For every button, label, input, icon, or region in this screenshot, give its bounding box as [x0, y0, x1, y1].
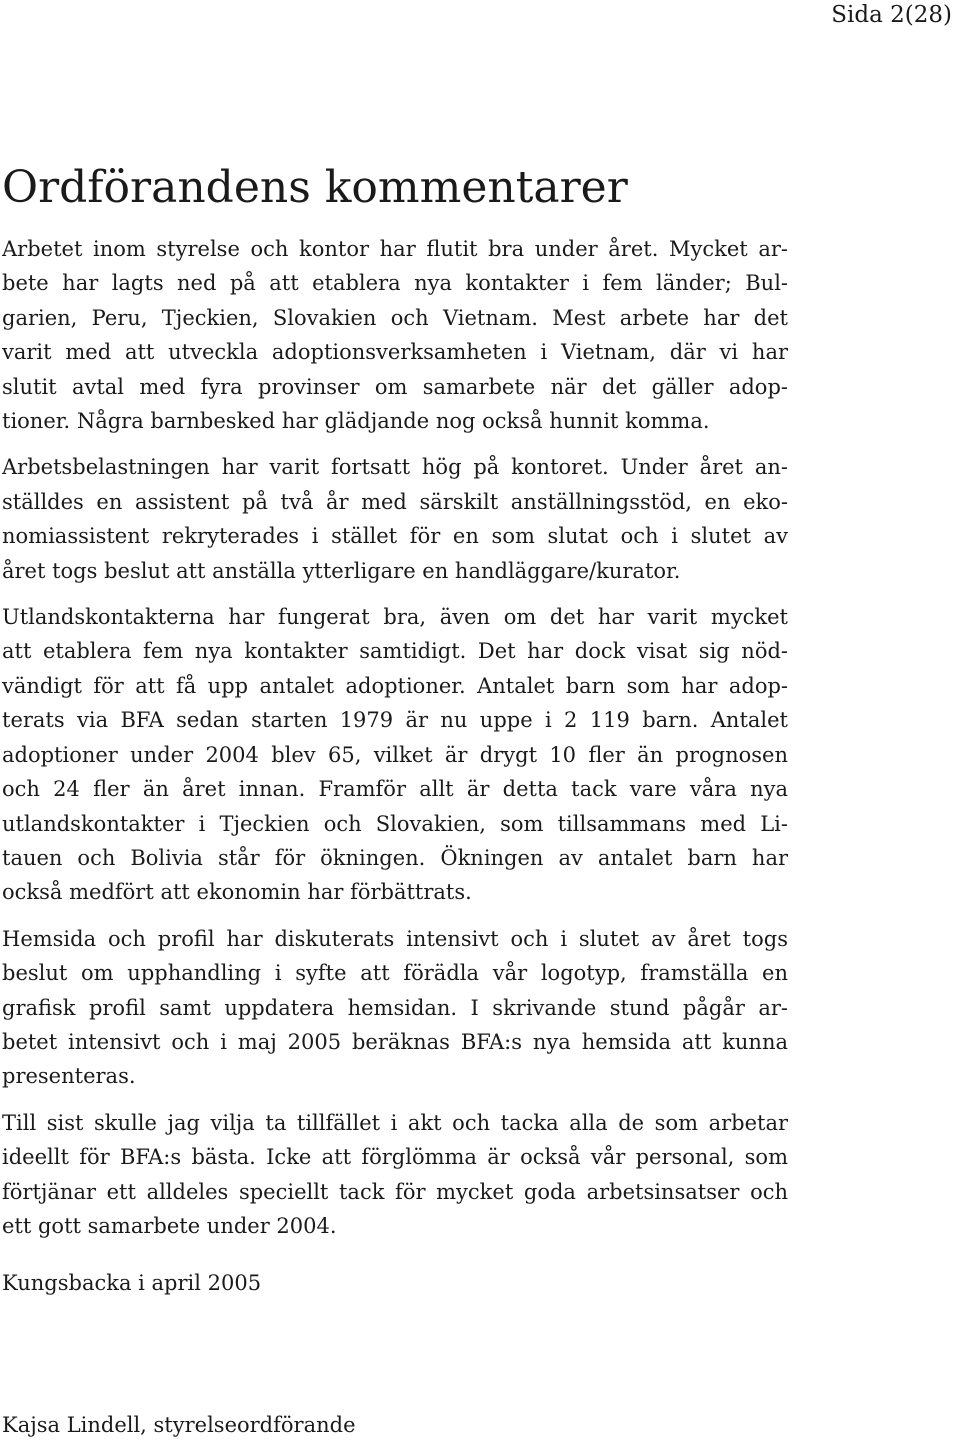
place-and-date: Kungsbacka i april 2005: [2, 1271, 262, 1295]
paragraph: [2, 450, 788, 588]
text-line: Hemsida och profil har diskuterats intensivt och i slutet av året togs: [2, 926, 788, 951]
text-line: grafisk profil samt uppdatera hemsidan. I skrivande stund pågår ar-: [2, 995, 788, 1020]
text-line: tioner. Några barnbesked har glädjande nog också hunnit komma.: [2, 409, 710, 434]
paragraph: [2, 1106, 788, 1244]
signature-line: Kajsa Lindell, styrelseordförande: [2, 1413, 356, 1437]
text-line: året togs beslut att anställa ytterligare en handläggare/kurator.: [2, 558, 681, 583]
text-line: och 24 fler än året innan. Framför allt är detta tack vare våra nya: [2, 777, 788, 802]
text-line: tauen och Bolivia står för ökningen. Ökningen av antalet barn har: [2, 845, 788, 870]
page-number: Sida 2(28): [831, 2, 952, 28]
body-text: [2, 232, 788, 1255]
text-line: varit med att utveckla adoptionsverksamheten i Vietnam, där vi har: [2, 340, 788, 365]
text-line: ställdes en assistent på två år med särskilt anställningsstöd, en eko-: [2, 489, 788, 514]
text-line: beslut om upphandling i syfte att förädla vår logotyp, framställa en: [2, 961, 788, 986]
paragraph: [2, 600, 788, 910]
text-line: Till sist skulle jag vilja ta tillfället i akt och tacka alla de som arbetar: [2, 1110, 788, 1135]
page-title: Ordförandens kommentarer: [2, 162, 628, 213]
text-line: garien, Peru, Tjeckien, Slovakien och Vietnam. Mest arbete har det: [2, 305, 788, 330]
text-line: terats via BFA sedan starten 1979 är nu uppe i 2 119 barn. Antalet: [2, 708, 788, 733]
text-line: vändigt för att få upp antalet adoptioner. Antalet barn som har adop-: [2, 673, 788, 698]
text-line: adoptioner under 2004 blev 65, vilket är drygt 10 fler än prognosen: [2, 742, 788, 767]
text-line: Arbetsbelastningen har varit fortsatt hög på kontoret. Under året an-: [2, 455, 788, 480]
text-line: att etablera fem nya kontakter samtidigt. Det har dock visat sig nöd-: [2, 639, 788, 664]
text-line: Utlandskontakterna har fungerat bra, även om det har varit mycket: [2, 605, 788, 630]
text-line: presenteras.: [2, 1064, 136, 1089]
text-line: ideellt för BFA:s bästa. Icke att förglömma är också vår personal, som: [2, 1145, 788, 1170]
text-line: Arbetet inom styrelse och kontor har flutit bra under året. Mycket ar-: [2, 237, 788, 261]
text-line: utlandskontakter i Tjeckien och Slovakien, som tillsammans med Li-: [2, 811, 788, 836]
text-line: nomiassistent rekryterades i stället för en som slutat och i slutet av: [2, 524, 788, 549]
text-line: också medfört att ekonomin har förbättrats.: [2, 880, 472, 905]
text-line: betet intensivt och i maj 2005 beräknas BFA:s nya hemsida att kunna: [2, 1029, 788, 1054]
text-line: slutit avtal med fyra provinser om samarbete när det gäller adop-: [2, 374, 788, 399]
paragraph: [2, 922, 788, 1094]
text-line: förtjänar ett alldeles speciellt tack för mycket goda arbetsinsatser och: [2, 1179, 788, 1204]
text-line: ett gott samarbete under 2004.: [2, 1213, 337, 1238]
paragraph: [2, 232, 788, 438]
text-line: bete har lagts ned på att etablera nya kontakter i fem länder; Bul-: [2, 271, 788, 296]
